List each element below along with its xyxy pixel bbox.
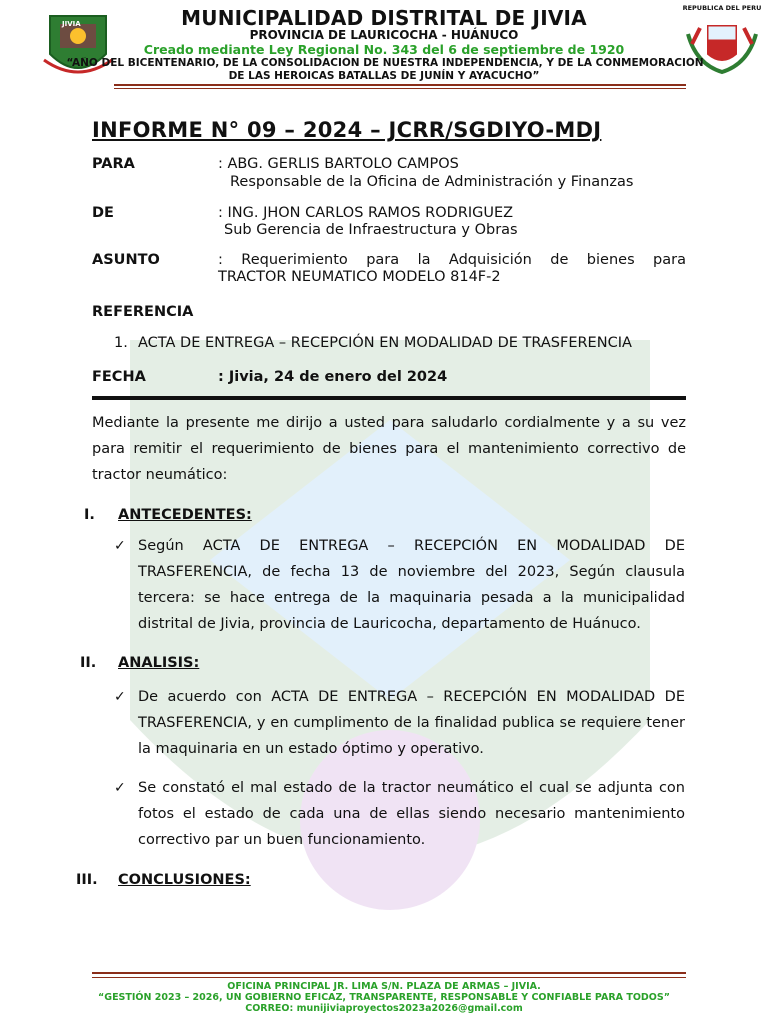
section-1-title: ANTECEDENTES: xyxy=(118,507,252,523)
header-title: MUNICIPALIDAD DISTRITAL DE JIVIA xyxy=(181,6,587,30)
header-rule xyxy=(114,84,686,86)
fecha-rule xyxy=(92,396,686,400)
intro-paragraph: Mediante la presente me dirijo a usted para saludarlo cordialmente y a su vez para remitir el requerimiento de bienes para el mantenimiento correctivo de tractor neumático: xyxy=(92,415,686,483)
footer-line2: “GESTIÓN 2023 – 2026, UN GOBIERNO EFICAZ, TRANSPARENTE, RESPONSABLE Y CONFIABLE PARA TODOS” xyxy=(98,992,670,1003)
referencia-label: REFERENCIA xyxy=(92,304,194,320)
header-year-line2: DE LAS HEROICAS BATALLAS DE JUNÍN Y AYACUCHO” xyxy=(228,70,540,82)
section-3-number: III. xyxy=(76,872,98,888)
fecha-label: FECHA xyxy=(92,369,146,385)
checkmark-icon: ✓ xyxy=(114,689,126,705)
de-value-line1: : ING. JHON CARLOS RAMOS RODRIGUEZ xyxy=(218,205,514,221)
section-3-title: CONCLUSIONES: xyxy=(118,872,251,888)
asunto-value-line2: TRACTOR NEUMATICO MODELO 814F-2 xyxy=(218,269,501,285)
footer-rule xyxy=(92,972,686,974)
de-label: DE xyxy=(92,205,114,221)
checkmark-icon: ✓ xyxy=(114,538,126,554)
asunto-label: ASUNTO xyxy=(92,252,160,268)
referencia-item: ACTA DE ENTREGA – RECEPCIÓN EN MODALIDAD DE TRASFERENCIA xyxy=(138,335,632,351)
asunto-value-line1: : Requerimiento para la Adquisición de bienes para xyxy=(218,252,686,268)
header-rule-thin xyxy=(114,88,686,89)
footer-line1: OFICINA PRINCIPAL JR. LIMA S/N. PLAZA DE ARMAS – JIVIA. xyxy=(227,981,541,992)
para-label: PARA xyxy=(92,156,135,172)
left-logo-text: JIVIA xyxy=(62,20,81,28)
section-1-item-1: Según ACTA DE ENTREGA – RECEPCIÓN EN MODALIDAD DE TRASFERENCIA, de fecha 13 de noviembre del 2023, Según clausula tercera: se hace entrega de la maquinaria pesada a la municipalidad distrital de Jivia, provincia de Lauricocha, departamento de Huánuco. xyxy=(138,538,685,632)
section-2-number: II. xyxy=(80,655,97,671)
header-year-line1: “AÑO DEL BICENTENARIO, DE LA CONSOLIDACIÓN DE NUESTRA INDEPENDENCIA, Y DE LA CONMEMORACIÓN xyxy=(66,57,704,69)
section-2-item-2: Se constató el mal estado de la tractor neumático el cual se adjunta con fotos el estado de cada una de ellas siendo necesario mantenimiento correctivo par un buen funcionamiento. xyxy=(138,780,685,848)
footer-rule-thin xyxy=(92,977,686,978)
footer-line3: CORREO: munijiviaproyectos2023a2026@gmail.com xyxy=(245,1003,523,1014)
fecha-value: : Jivia, 24 de enero del 2024 xyxy=(218,369,448,385)
header-created: Creado mediante Ley Regional No. 343 del 6 de septiembre de 1920 xyxy=(143,42,625,57)
section-1-number: I. xyxy=(84,507,95,523)
para-value-line1: : ABG. GERLIS BARTOLO CAMPOS xyxy=(218,156,459,172)
referencia-item-number: 1. xyxy=(114,335,128,351)
para-value-line2: Responsable de la Oficina de Administración y Finanzas xyxy=(230,174,634,190)
checkmark-icon: ✓ xyxy=(114,780,126,796)
header-province: PROVINCIA DE LAURICOCHA - HUÁNUCO xyxy=(249,28,519,42)
section-2-title: ANALISIS: xyxy=(118,655,200,671)
document-title: INFORME N° 09 – 2024 – JCRR/SGDIYO-MDJ xyxy=(92,118,602,142)
de-value-line2: Sub Gerencia de Infraestructura y Obras xyxy=(224,222,518,238)
section-2-item-1: De acuerdo con ACTA DE ENTREGA – RECEPCIÓN EN MODALIDAD DE TRASFERENCIA, y en cumplimento de la finalidad publica se requiere tener la maquinaria en un estado óptimo y operativo. xyxy=(138,689,685,757)
right-logo-text: REPUBLICA DEL PERU xyxy=(682,4,762,12)
